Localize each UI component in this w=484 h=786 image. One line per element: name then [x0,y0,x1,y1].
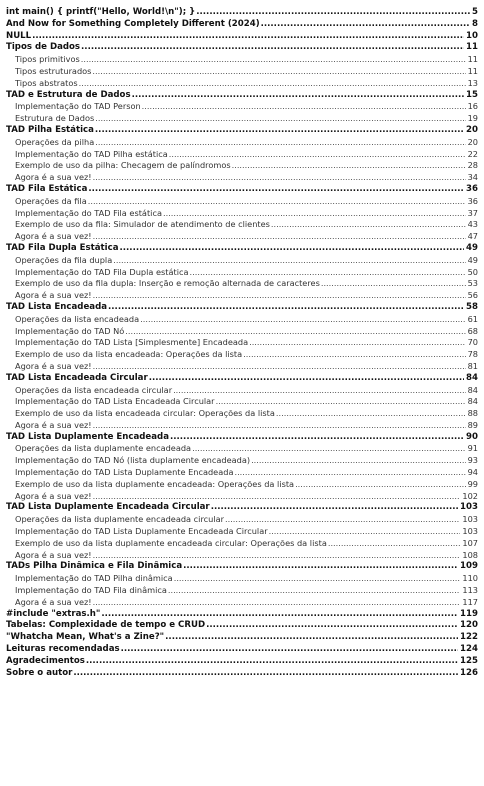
toc-entry-title: Tipos estruturados [15,65,92,76]
toc-entry-page-number: 125 [460,655,478,666]
toc-entry-title: Agora é a sua vez! [15,490,92,501]
dot-leader [93,290,466,302]
toc-entry-title: Tipos de Dados [6,42,81,53]
toc-section-entry[interactable] [6,314,478,326]
toc-section-entry[interactable] [6,526,478,538]
toc-entry-title: Leituras recomendadas [6,644,120,655]
toc-section-entry[interactable] [6,420,478,432]
toc-section-entry[interactable] [6,172,478,184]
dot-leader [95,113,465,125]
dot-leader [108,302,464,314]
toc-entry-title: Implementação do TAD Fila dinâmica [15,585,167,596]
dot-leader [86,656,458,668]
dot-leader [225,514,460,526]
toc-entry-page-number: 37 [467,207,478,218]
toc-entry-page-number: 94 [467,467,478,478]
toc-entry-page-number: 11 [466,42,478,53]
toc-section-entry[interactable] [6,337,478,349]
toc-section-entry[interactable] [6,408,478,420]
toc-chapter-entry[interactable] [6,7,478,19]
dot-leader [125,326,465,338]
toc-entry-title: NULL [6,30,32,41]
dot-leader [216,396,466,408]
toc-entry-page-number: 70 [467,337,478,348]
toc-entry-title: Operações da fila [15,195,87,206]
toc-entry-page-number: 5 [472,7,478,17]
dot-leader [321,278,466,290]
toc-entry-title: Exemplo de uso da pilha: Checagem de palíndromos [15,160,231,171]
toc-entry-title: Operações da fila dupla [15,254,113,265]
dot-leader [165,632,458,644]
dot-leader [269,526,461,538]
toc-chapter-entry[interactable] [6,561,478,573]
dot-leader [93,231,466,243]
toc-entry-title: int main() { printf("Hello, World!\n"); } [6,7,196,17]
toc-entry-page-number: 36 [466,183,478,194]
toc-entry-page-number: 53 [467,278,478,289]
dot-leader [121,644,458,656]
toc-entry-title: Implementação do TAD Fila estática [15,207,162,218]
dot-leader [169,149,466,161]
dot-leader [211,502,458,514]
toc-section-entry[interactable] [6,267,478,279]
toc-chapter-entry[interactable] [6,90,478,102]
toc-section-entry[interactable] [6,550,478,562]
toc-entry-page-number: 15 [466,89,478,100]
toc-entry-page-number: 49 [466,242,478,253]
toc-entry-page-number: 126 [460,667,478,678]
toc-entry-page-number: 56 [467,290,478,301]
toc-entry-page-number: 13 [467,77,478,88]
toc-section-entry[interactable] [6,137,478,149]
toc-entry-page-number: 103 [462,514,478,525]
toc-entry-page-number: 84 [466,372,478,383]
dot-leader [132,90,464,102]
dot-leader [88,196,466,208]
toc-section-entry[interactable] [6,231,478,243]
dot-leader [95,137,465,149]
toc-entry-title: TADs Pilha Dinâmica e Fila Dinâmica [6,561,183,572]
toc-entry-title: Exemplo de uso da fila: Simulador de atendimento de clientes [15,219,270,230]
toc-entry-page-number: 109 [460,561,478,572]
toc-section-entry[interactable] [6,443,478,455]
toc-chapter-entry[interactable] [6,656,478,668]
toc-entry-title: "Whatcha Mean, What's a Zine?" [6,632,165,643]
dot-leader [170,432,464,444]
toc-entry-title: Operações da lista duplamente encadeada circular [15,514,224,525]
toc-entry-page-number: 103 [460,502,478,513]
toc-entry-page-number: 11 [467,54,478,65]
toc-entry-title: Implementação do TAD Lista [Simplesmente] Encadeada [15,337,249,348]
toc-entry-title: Implementação do TAD Lista Duplamente Encadeada Circular [15,526,268,537]
toc-entry-title: TAD Lista Encadeada [6,301,108,312]
toc-entry-title: Implementação do TAD Nó (lista duplamente encadeada) [15,455,251,466]
dot-leader [93,361,466,373]
toc-entry-title: Exemplo de uso da lista encadeada circular: Operações da lista [15,408,275,419]
toc-chapter-entry[interactable] [6,502,478,514]
dot-leader [206,620,458,632]
toc-entry-title: #include "extras.h" [6,608,101,619]
dot-leader [140,314,465,326]
toc-entry-title: Estrutura de Dados [15,113,95,124]
toc-entry-page-number: 88 [467,408,478,419]
toc-entry-title: Tipos abstratos [15,77,78,88]
toc-section-entry[interactable] [6,514,478,526]
toc-entry-page-number: 89 [467,419,478,430]
toc-entry-title: Implementação do TAD Person [15,101,141,112]
toc-entry-page-number: 28 [467,160,478,171]
toc-entry-page-number: 90 [466,431,478,442]
dot-leader [192,443,465,455]
toc-chapter-entry[interactable] [6,632,478,644]
dot-leader [183,561,458,573]
toc-section-entry[interactable] [6,278,478,290]
toc-section-entry[interactable] [6,326,478,338]
dot-leader [276,408,466,420]
toc-entry-page-number: 107 [462,537,478,548]
toc-entry-page-number: 10 [466,30,478,41]
dot-leader [32,31,464,43]
toc-entry-title: TAD Pilha Estática [6,124,94,135]
dot-leader [261,19,470,31]
toc-entry-page-number: 81 [467,360,478,371]
toc-entry-page-number: 43 [467,219,478,230]
toc-section-entry[interactable] [6,54,478,66]
dot-leader [93,420,466,432]
toc-section-entry[interactable] [6,196,478,208]
toc-entry-title: Tabelas: Complexidade de tempo e CRUD [6,620,206,631]
toc-entry-title: Agora é a sua vez! [15,596,92,607]
toc-entry-title: TAD Fila Estática [6,183,88,194]
toc-entry-page-number: 61 [467,313,478,324]
toc-entry-page-number: 120 [460,620,478,631]
toc-entry-page-number: 102 [462,490,478,501]
toc-entry-page-number: 20 [467,136,478,147]
toc-section-entry[interactable] [6,597,478,609]
toc-section-entry[interactable] [6,255,478,267]
toc-section-entry[interactable] [6,149,478,161]
toc-entry-title: Agora é a sua vez! [15,419,92,430]
dot-leader [73,668,458,680]
dot-leader [95,125,464,137]
toc-chapter-entry[interactable] [6,42,478,54]
toc-entry-title: Tipos primitivos [15,54,80,65]
toc-entry-page-number: 58 [466,301,478,312]
toc-section-entry[interactable] [6,585,478,597]
dot-leader [168,585,460,597]
toc-entry-title: Sobre o autor [6,667,73,678]
dot-leader [120,243,465,255]
toc-entry-title: Implementação do TAD Pilha dinâmica [15,573,173,584]
dot-leader [174,573,461,585]
toc-section-entry[interactable] [6,78,478,90]
toc-entry-page-number: 22 [467,148,478,159]
toc-section-entry[interactable] [6,208,478,220]
toc-entry-page-number: 119 [460,608,478,619]
toc-entry-page-number: 78 [467,349,478,360]
toc-section-entry[interactable] [6,290,478,302]
toc-entry-title: TAD Fila Dupla Estática [6,242,119,253]
dot-leader [249,337,465,349]
dot-leader [328,538,461,550]
toc-entry-title: TAD e Estrutura de Dados [6,89,131,100]
toc-section-entry[interactable] [6,396,478,408]
toc-entry-title: Exemplo de uso da fila dupla: Inserção e remoção alternada de caracteres [15,278,320,289]
dot-leader [190,267,466,279]
dot-leader [173,385,466,397]
dot-leader [81,42,464,54]
toc-entry-title: Exemplo de uso da lista duplamente encadeada: Operações da lista [15,478,295,489]
toc-chapter-entry[interactable] [6,644,478,656]
toc-entry-title: TAD Lista Encadeada Circular [6,372,148,383]
toc-section-entry[interactable] [6,361,478,373]
toc-entry-page-number: 117 [462,596,478,607]
toc-chapter-entry[interactable] [6,373,478,385]
toc-entry-title: Agradecimentos [6,655,85,666]
toc-entry-title: And Now for Something Completely Different (2024) [6,18,260,29]
toc-chapter-entry[interactable] [6,184,478,196]
toc-chapter-entry[interactable] [6,609,478,621]
toc-section-entry[interactable] [6,349,478,361]
toc-entry-title: Implementação do TAD Pilha estática [15,148,168,159]
toc-entry-title: Agora é a sua vez! [15,290,92,301]
toc-entry-page-number: 49 [467,254,478,265]
toc-chapter-entry[interactable] [6,302,478,314]
dot-leader [149,373,464,385]
dot-leader [295,479,466,491]
toc-entry-title: TAD Lista Duplamente Encadeada Circular [6,502,210,513]
dot-leader [232,160,466,172]
toc-chapter-entry[interactable] [6,31,478,43]
dot-leader [93,491,461,503]
dot-leader [234,467,465,479]
toc-entry-title: Operações da lista encadeada [15,313,140,324]
toc-section-entry[interactable] [6,160,478,172]
dot-leader [93,597,461,609]
toc-entry-page-number: 68 [467,325,478,336]
dot-leader [251,455,466,467]
dot-leader [93,550,461,562]
toc-entry-title: Exemplo de uso da lista encadeada: Operações da lista [15,349,243,360]
dot-leader [196,7,470,19]
dot-leader [163,208,466,220]
toc-entry-title: Exemplo de uso da lista duplamente encadeada circular: Operações da lista [15,537,327,548]
toc-entry-title: Operações da lista encadeada circular [15,384,173,395]
dot-leader [113,255,465,267]
toc-entry-page-number: 8 [472,18,478,29]
toc-chapter-entry[interactable] [6,243,478,255]
toc-entry-title: Operações da lista duplamente encadeada [15,443,192,454]
toc-entry-title: Implementação do TAD Lista Duplamente Encadeada [15,467,234,478]
toc-entry-page-number: 50 [467,266,478,277]
toc-entry-page-number: 47 [467,231,478,242]
toc-entry-page-number: 34 [467,172,478,183]
dot-leader [81,54,466,66]
dot-leader [93,172,466,184]
toc-section-entry[interactable] [6,479,478,491]
toc-chapter-entry[interactable] [6,620,478,632]
toc-section-entry[interactable] [6,66,478,78]
toc-entry-title: Operações da pilha [15,136,95,147]
toc-entry-title: Agora é a sua vez! [15,549,92,560]
toc-entry-page-number: 99 [467,478,478,489]
toc-entry-page-number: 19 [467,113,478,124]
dot-leader [271,219,466,231]
toc-chapter-entry[interactable] [6,19,478,31]
dot-leader [92,66,465,78]
dot-leader [101,609,458,621]
toc-entry-title: Implementação do TAD Nó [15,325,125,336]
toc-section-entry[interactable] [6,491,478,503]
toc-entry-title: TAD Lista Duplamente Encadeada [6,431,169,442]
toc-entry-title: Agora é a sua vez! [15,172,92,183]
toc-entry-title: Implementação do TAD Fila Dupla estática [15,266,189,277]
toc-section-entry[interactable] [6,385,478,397]
toc-entry-page-number: 20 [466,124,478,135]
toc-entry-page-number: 36 [467,195,478,206]
dot-leader [88,184,464,196]
toc-section-entry[interactable] [6,455,478,467]
toc-section-entry[interactable] [6,467,478,479]
toc-entry-title: Agora é a sua vez! [15,360,92,371]
toc-entry-page-number: 91 [467,443,478,454]
toc-section-entry[interactable] [6,219,478,231]
dot-leader [142,101,466,113]
dot-leader [243,349,465,361]
toc-entry-title: Agora é a sua vez! [15,231,92,242]
toc-entry-page-number: 84 [467,384,478,395]
toc-entry-page-number: 16 [467,101,478,112]
toc-section-entry[interactable] [6,101,478,113]
toc-entry-page-number: 93 [467,455,478,466]
toc-section-entry[interactable] [6,113,478,125]
toc-entry-page-number: 108 [462,549,478,560]
toc-chapter-entry[interactable] [6,432,478,444]
toc-chapter-entry[interactable] [6,668,478,680]
toc-entry-page-number: 124 [460,644,478,655]
toc-entry-page-number: 113 [462,585,478,596]
toc-entry-title: Implementação do TAD Lista Encadeada Circular [15,396,215,407]
toc-entry-page-number: 11 [467,65,478,76]
toc-entry-page-number: 103 [462,526,478,537]
toc-entry-page-number: 122 [460,632,478,643]
toc-chapter-entry[interactable] [6,125,478,137]
toc-entry-page-number: 110 [462,573,478,584]
toc-section-entry[interactable] [6,538,478,550]
toc-entry-page-number: 84 [467,396,478,407]
toc-section-entry[interactable] [6,573,478,585]
dot-leader [79,78,466,90]
